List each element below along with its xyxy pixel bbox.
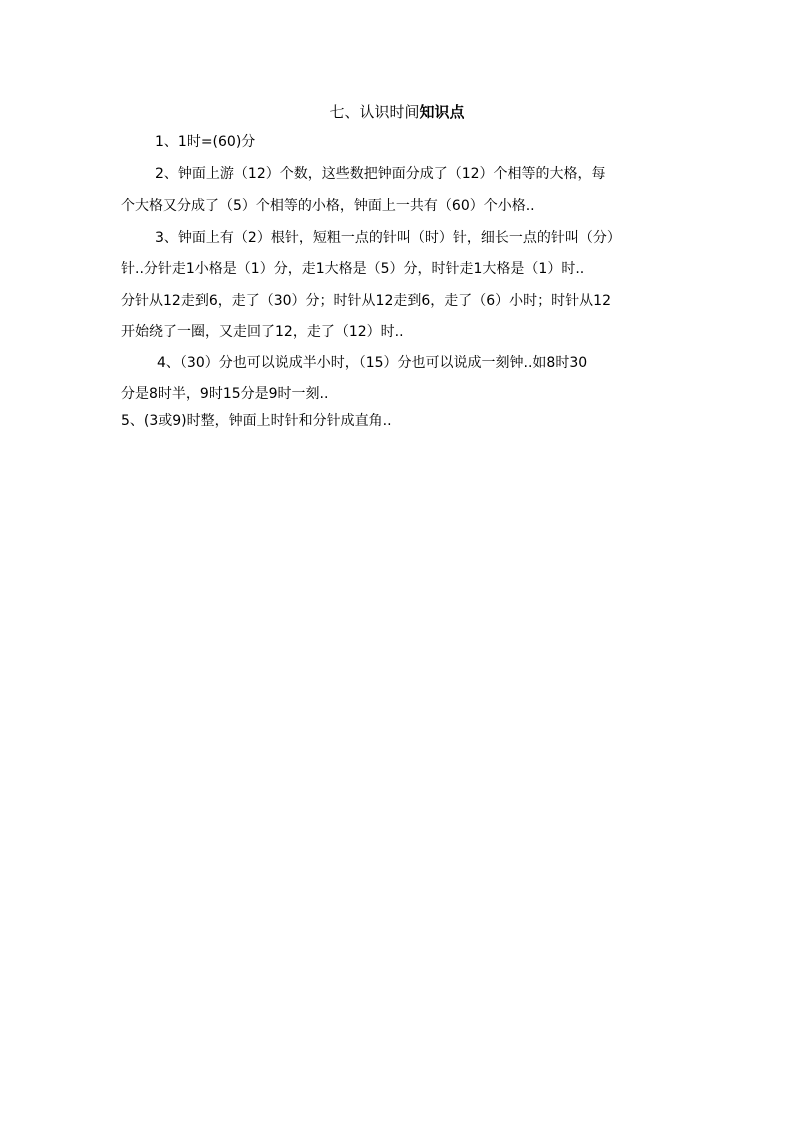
title-bold-suffix: 知识点 bbox=[419, 103, 465, 121]
point-2-line-1: 2、钟面上游（12）个数，这些数把钟面分成了（12）个相等的大格，每 bbox=[155, 166, 606, 182]
page-title bbox=[0, 101, 794, 123]
point-2-line-2: 个大格又分成了（5）个相等的小格，钟面上一共有（60）个小格.. bbox=[121, 198, 535, 214]
point-3-line-3: 分针从12走到6，走了（30）分；时针从12走到6，走了（6）小时；时针从12 bbox=[121, 293, 611, 309]
point-4-line-1: 4、（30）分也可以说成半小时，（15）分也可以说成一刻钟..如8时30 bbox=[157, 355, 588, 371]
point-3-line-2: 针..分针走1小格是（1）分，走1大格是（5）分，时针走1大格是（1）时.. bbox=[121, 261, 585, 277]
point-3-line-4: 开始绕了一圈，又走回了12，走了（12）时.. bbox=[121, 324, 404, 340]
point-4-line-2: 分是8时半，9时15分是9时一刻.. bbox=[121, 386, 329, 402]
title-prefix: 七、认识时间 bbox=[329, 103, 420, 121]
point-1-line: 1、1时=(60)分 bbox=[155, 134, 256, 150]
point-3-line-1: 3、钟面上有（2）根针，短粗一点的针叫（时）针，细长一点的针叫（分） bbox=[155, 230, 621, 246]
point-5-line: 5、(3或9)时整，钟面上时针和分针成直角.. bbox=[121, 413, 392, 429]
